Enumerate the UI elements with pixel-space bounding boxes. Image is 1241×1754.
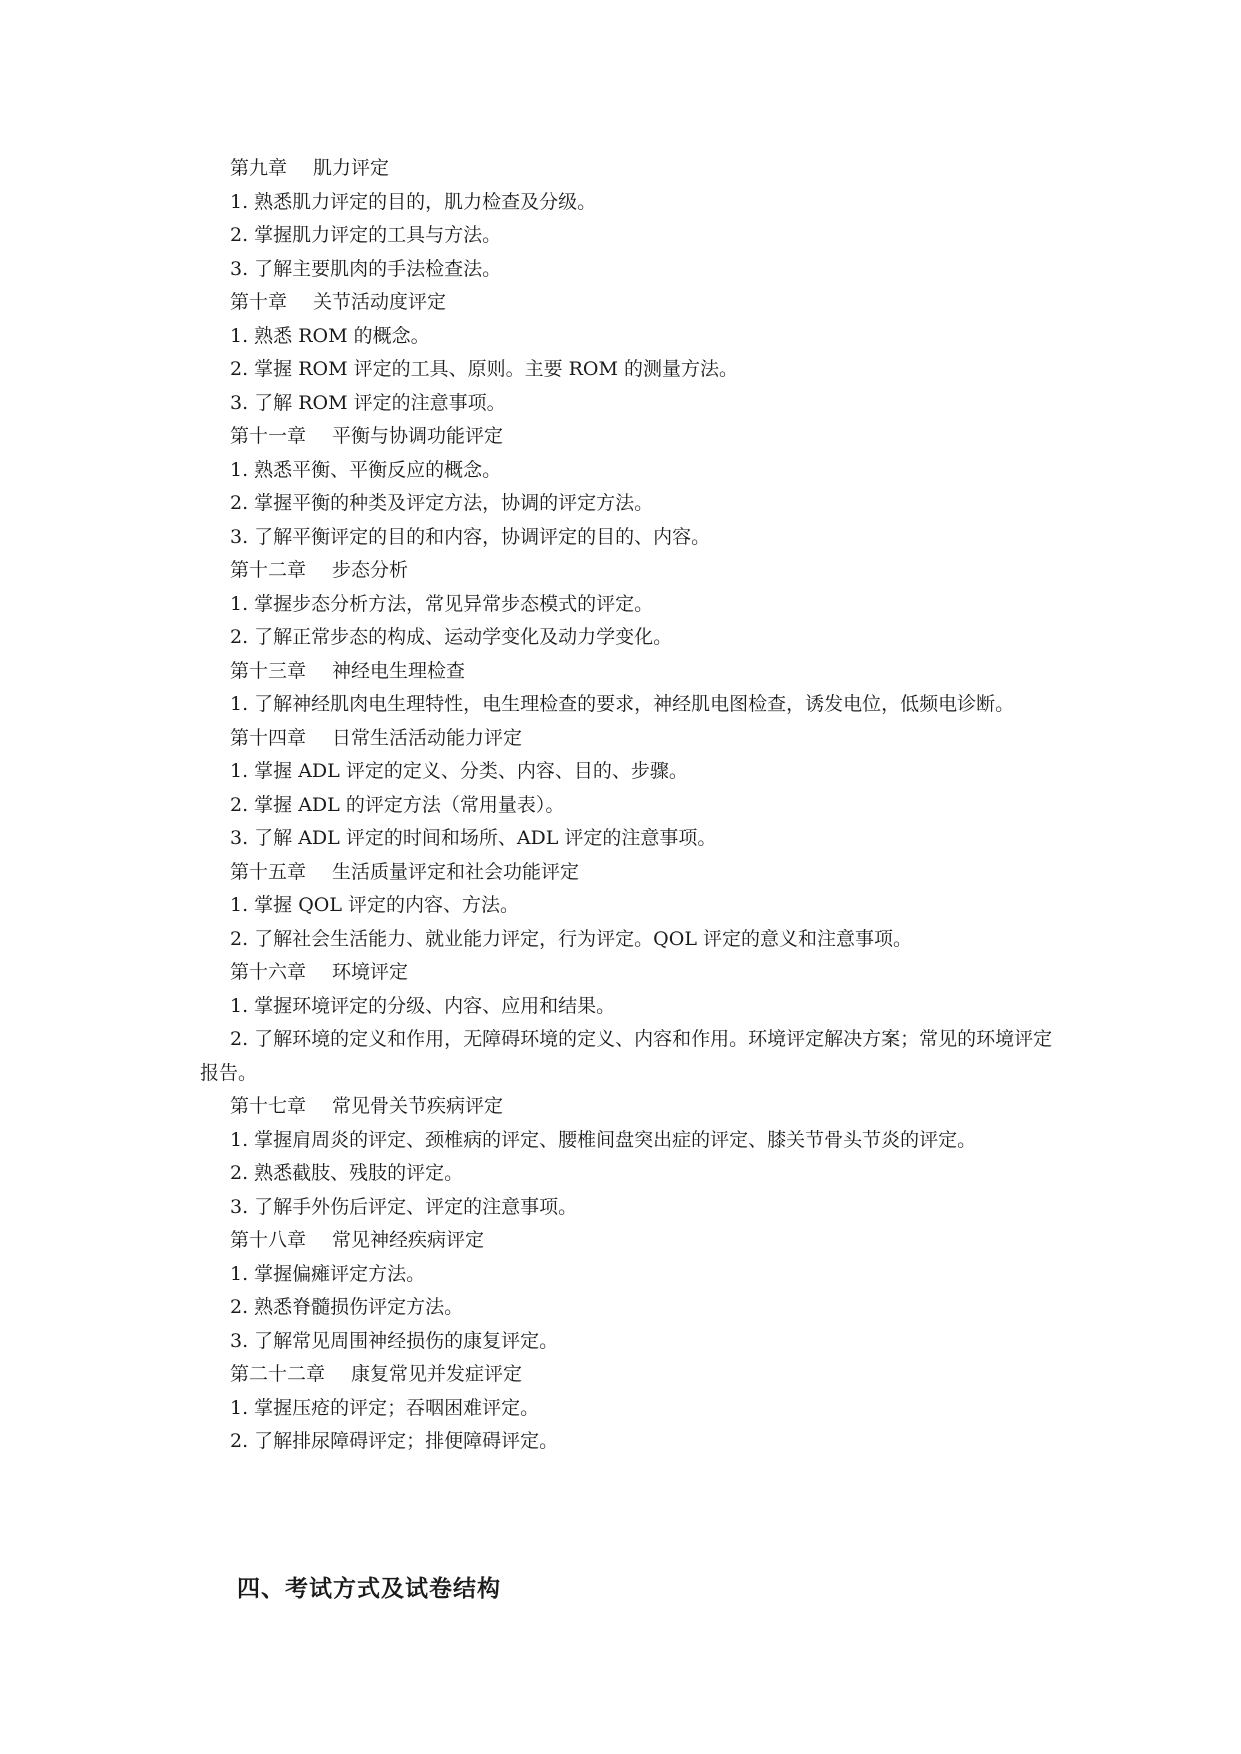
chapter-item: 2. 了解社会生活能力、就业能力评定，行为评定。QOL 评定的意义和注意事项。 — [230, 927, 912, 950]
chapter-17 — [200, 1090, 1070, 1224]
chapter-heading — [200, 1090, 1070, 1124]
chapter-item: 1. 掌握 QOL 评定的内容、方法。 — [230, 894, 520, 916]
chapter-title: 日常生活活动能力评定 — [332, 726, 523, 749]
chapter-heading — [200, 722, 1070, 756]
chapter-18 — [200, 1224, 1070, 1358]
chapter-title: 神经电生理检查 — [332, 659, 466, 682]
chapter-title: 常见神经疾病评定 — [332, 1229, 485, 1251]
chapter-15 — [200, 856, 1070, 957]
chapter-label: 第十三章 — [230, 659, 307, 682]
chapter-item: 1. 掌握环境评定的分级、内容、应用和结果。 — [230, 994, 616, 1017]
chapter-item: 3. 了解平衡评定的目的和内容，协调评定的目的、内容。 — [230, 525, 711, 548]
chapter-heading — [200, 152, 1070, 186]
chapter-item: 2. 掌握平衡的种类及评定方法，协调的评定方法。 — [230, 492, 654, 514]
chapter-item: 1. 熟悉平衡、平衡反应的概念。 — [230, 458, 502, 481]
chapter-label: 第十八章 — [230, 1229, 307, 1251]
chapter-heading — [200, 286, 1070, 320]
chapter-item: 2. 了解排尿障碍评定；排便障碍评定。 — [230, 1430, 559, 1452]
chapter-item: 2. 熟悉脊髓损伤评定方法。 — [230, 1296, 464, 1318]
chapter-item: 2. 掌握 ADL 的评定方法（常用量表）。 — [230, 793, 565, 816]
chapter-item: 2. 了解环境的定义和作用，无障碍环境的定义、内容和作用。环境评定解决方案；常见的环境评定报告。 — [200, 1028, 1053, 1084]
chapter-title: 环境评定 — [332, 961, 409, 983]
chapter-item: 3. 了解手外伤后评定、评定的注意事项。 — [230, 1195, 578, 1218]
chapter-title: 关节活动度评定 — [313, 291, 447, 313]
chapter-heading — [200, 1224, 1070, 1258]
chapter-11 — [200, 420, 1070, 554]
chapter-item: 1. 掌握偏瘫评定方法。 — [230, 1262, 426, 1285]
chapter-item: 1. 掌握 ADL 评定的定义、分类、内容、目的、步骤。 — [230, 760, 688, 782]
chapter-item: 1. 掌握压疮的评定；吞咽困难评定。 — [230, 1396, 540, 1419]
chapter-label: 第十二章 — [230, 559, 307, 581]
chapter-label: 第十七章 — [230, 1095, 307, 1117]
chapter-13 — [200, 655, 1070, 722]
chapter-label: 第十四章 — [230, 726, 307, 749]
section-heading: 四、考试方式及试卷结构 — [237, 1576, 501, 1602]
chapter-item: 1. 熟悉 ROM 的概念。 — [230, 324, 430, 347]
chapter-10 — [200, 286, 1070, 420]
chapter-title: 步态分析 — [332, 559, 409, 581]
chapter-heading — [200, 554, 1070, 588]
chapter-item: 2. 熟悉截肢、残肢的评定。 — [230, 1162, 464, 1184]
chapter-item: 2. 了解正常步态的构成、运动学变化及动力学变化。 — [230, 626, 673, 648]
chapter-heading — [200, 856, 1070, 890]
chapter-16 — [200, 956, 1070, 1090]
chapter-item: 1. 掌握肩周炎的评定、颈椎病的评定、腰椎间盘突出症的评定、膝关节骨头节炎的评定。 — [230, 1128, 977, 1151]
chapter-22 — [200, 1358, 1070, 1459]
chapter-title: 平衡与协调功能评定 — [332, 425, 504, 447]
chapter-label: 第十六章 — [230, 961, 307, 983]
chapter-item: 1. 熟悉肌力评定的目的，肌力检查及分级。 — [230, 190, 597, 213]
chapter-title: 常见骨关节疾病评定 — [332, 1095, 504, 1117]
chapter-title: 肌力评定 — [313, 157, 390, 179]
chapter-label: 第九章 — [230, 157, 288, 179]
chapter-heading — [200, 655, 1070, 689]
chapter-heading — [200, 956, 1070, 990]
chapter-14 — [200, 722, 1070, 856]
chapter-item: 1. 掌握步态分析方法，常见异常步态模式的评定。 — [230, 592, 654, 615]
chapter-item: 2. 掌握肌力评定的工具与方法。 — [230, 224, 502, 246]
chapter-item: 1. 了解神经肌肉电生理特性，电生理检查的要求，神经肌电图检查，诱发电位，低频电诊断。 — [230, 693, 1015, 715]
chapter-item: 3. 了解 ROM 评定的注意事项。 — [230, 391, 506, 414]
chapter-list — [200, 152, 1070, 1459]
chapter-label: 第十章 — [230, 291, 288, 313]
chapter-item: 3. 了解 ADL 评定的时间和场所、ADL 评定的注意事项。 — [230, 827, 717, 849]
chapter-9 — [200, 152, 1070, 286]
chapter-heading — [200, 420, 1070, 454]
chapter-item: 2. 掌握 ROM 评定的工具、原则。主要 ROM 的测量方法。 — [230, 358, 739, 380]
chapter-item: 3. 了解主要肌肉的手法检查法。 — [230, 257, 502, 280]
chapter-heading — [200, 1358, 1070, 1392]
chapter-12 — [200, 554, 1070, 655]
chapter-label: 第十五章 — [230, 860, 307, 883]
chapter-title: 康复常见并发症评定 — [351, 1363, 523, 1385]
chapter-title: 生活质量评定和社会功能评定 — [332, 860, 580, 883]
chapter-label: 第二十二章 — [230, 1363, 326, 1385]
chapter-label: 第十一章 — [230, 425, 307, 447]
chapter-item: 3. 了解常见周围神经损伤的康复评定。 — [230, 1329, 559, 1352]
